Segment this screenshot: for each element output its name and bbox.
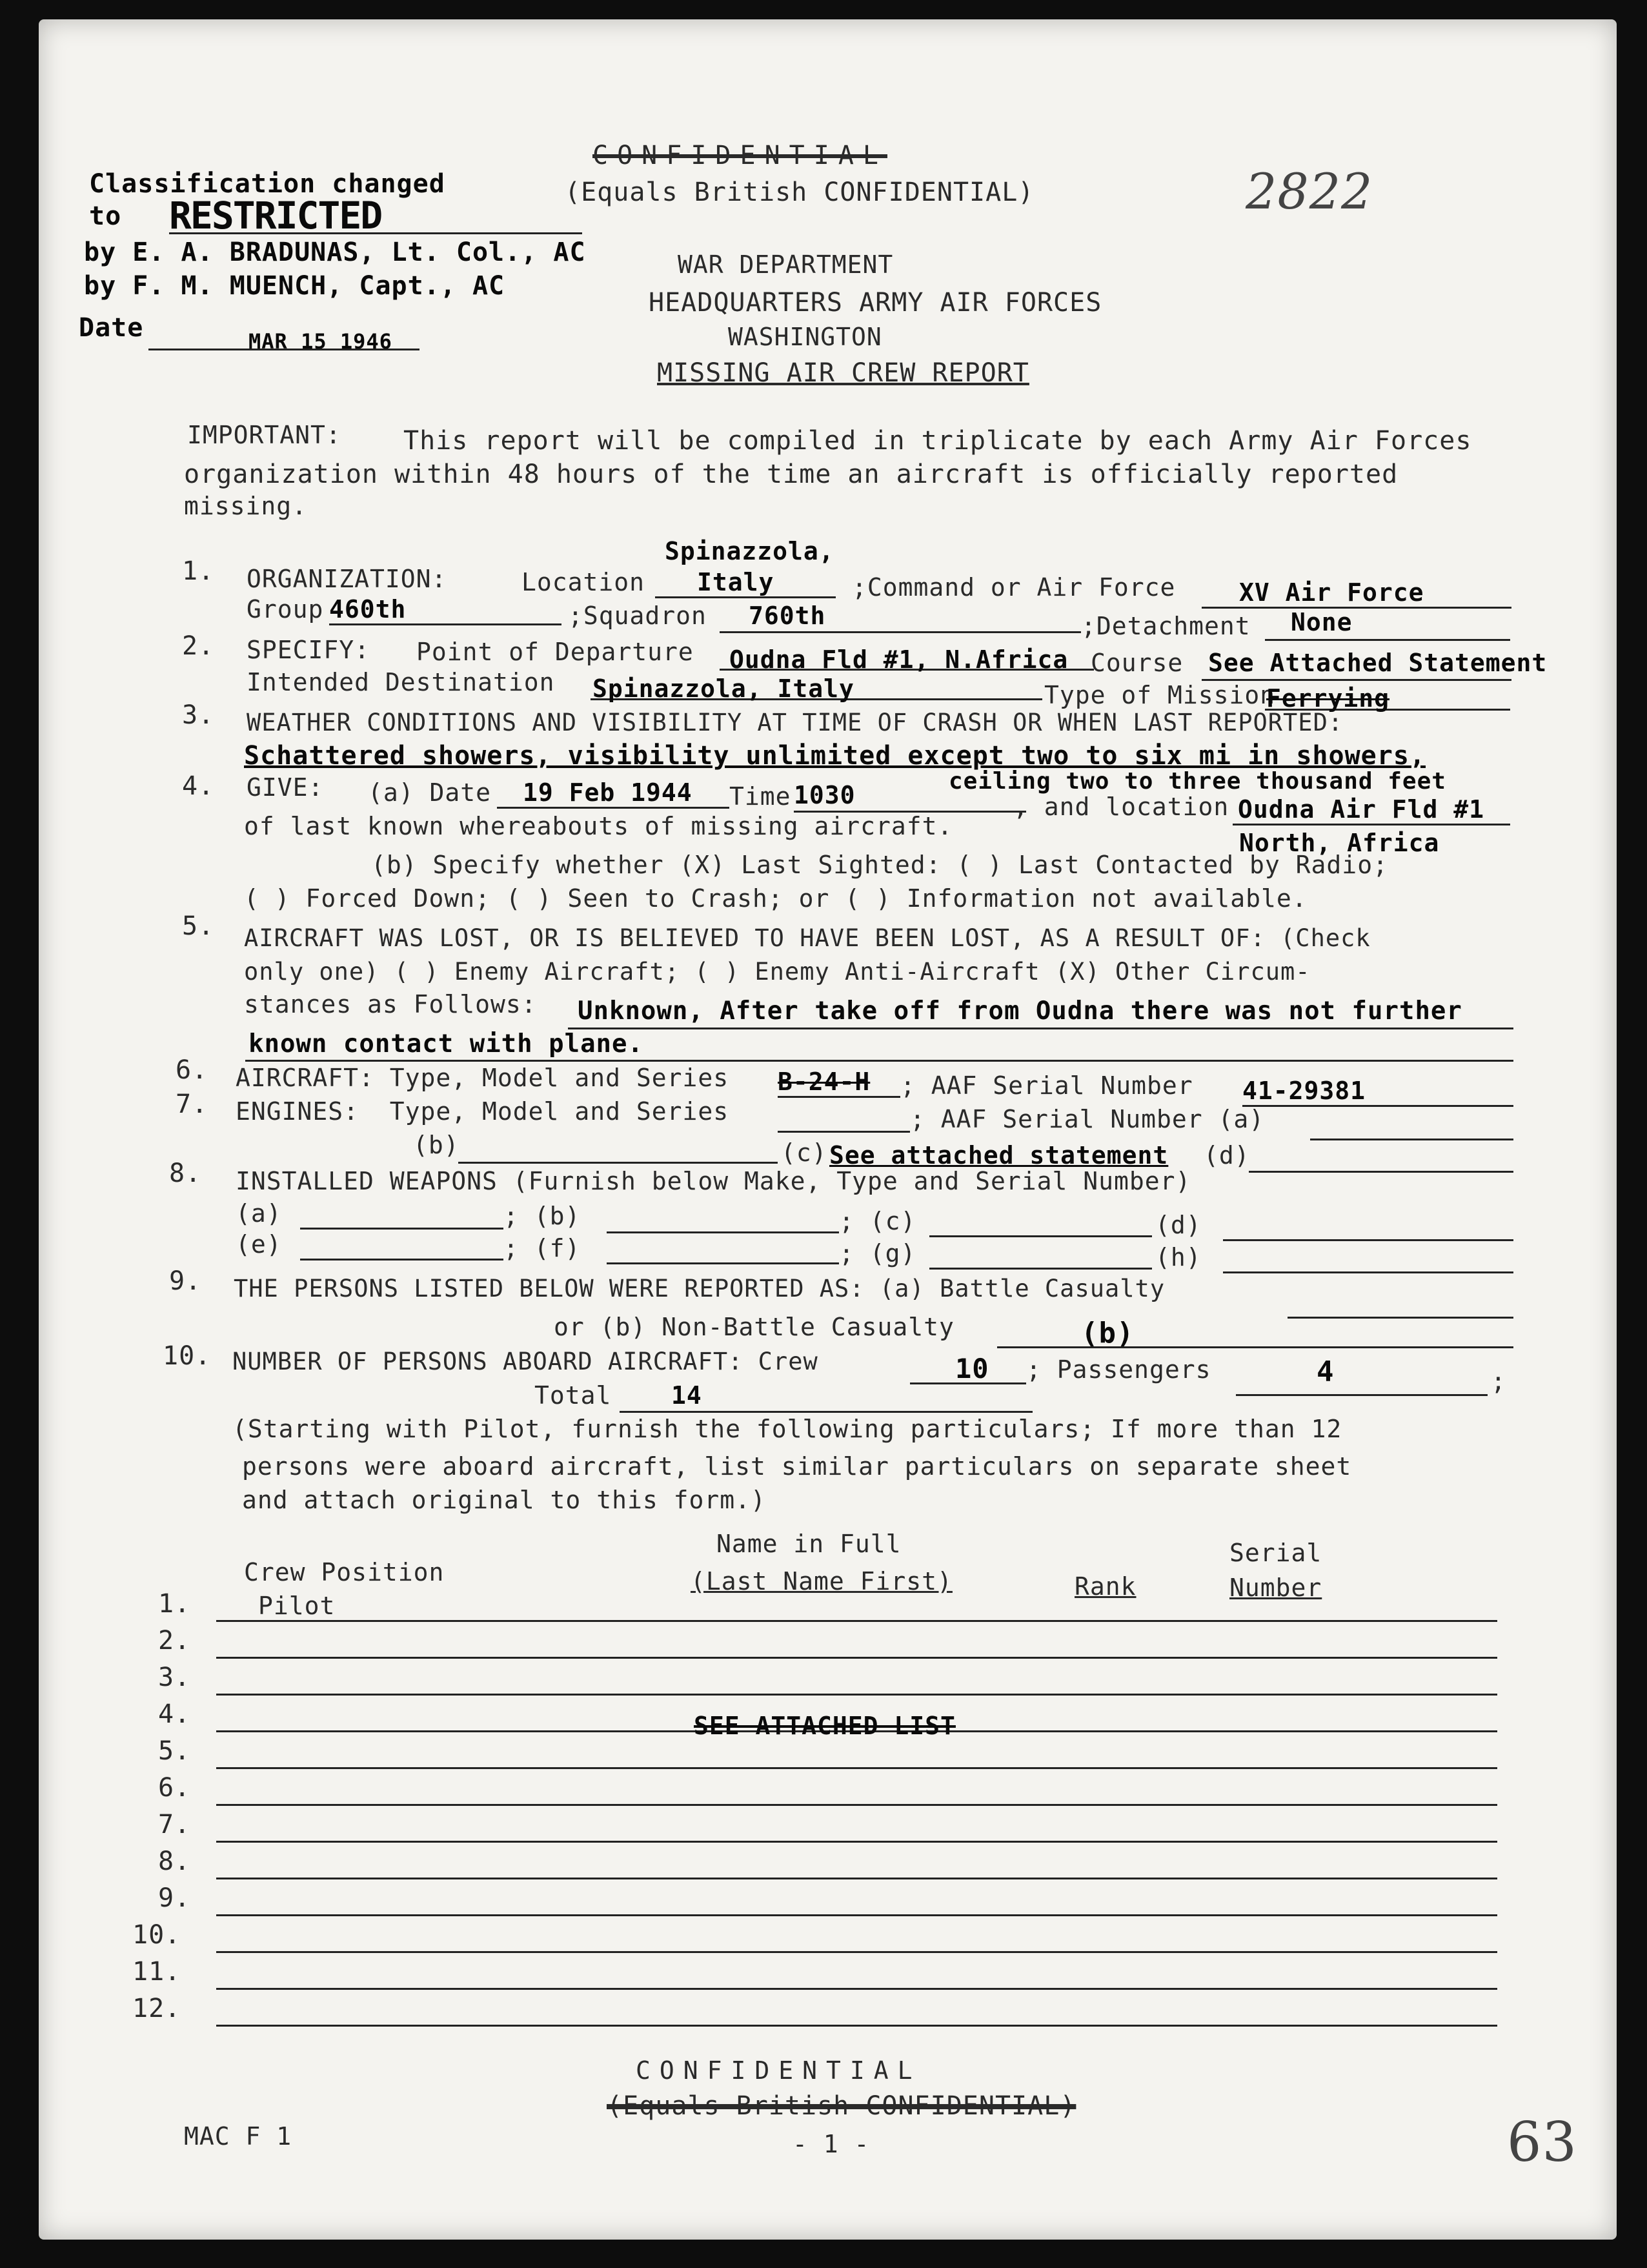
weapons-d: (d) bbox=[1155, 1211, 1202, 1239]
number-total-value: 14 bbox=[671, 1381, 702, 1410]
engines-b-line bbox=[458, 1162, 778, 1164]
weapons-f-line bbox=[607, 1262, 839, 1264]
important-line3: missing. bbox=[184, 492, 308, 520]
number-total-label: Total bbox=[534, 1381, 612, 1410]
lost-line1: AIRCRAFT WAS LOST, OR IS BELIEVED TO HAVE BEEN LOST, AS A RESULT OF: (Check bbox=[244, 924, 1371, 952]
important-line1: This report will be compiled in triplicate by each Army Air Forces bbox=[403, 426, 1472, 456]
table-row-number: 7. bbox=[158, 1810, 191, 1839]
number-label: NUMBER OF PERSONS ABOARD AIRCRAFT: Crew bbox=[232, 1348, 818, 1375]
weapons-h: (h) bbox=[1155, 1243, 1202, 1271]
table-col-serial-1: Serial bbox=[1229, 1539, 1322, 1567]
engines-type-line bbox=[778, 1131, 910, 1133]
table-row bbox=[216, 1841, 1497, 1843]
stamp-by2: by F. M. MUENCH, Capt., AC bbox=[84, 271, 505, 301]
table-row bbox=[216, 1804, 1497, 1806]
number-passengers-value: 4 bbox=[1317, 1355, 1335, 1388]
lost-line3-label: stances as Follows: bbox=[244, 990, 537, 1018]
table-row-number: 1. bbox=[158, 1589, 191, 1619]
header-equals: (Equals British CONFIDENTIAL) bbox=[565, 177, 1035, 207]
item-4-number: 4. bbox=[182, 771, 215, 801]
table-row bbox=[216, 1620, 1497, 1622]
org-location-label: Location bbox=[521, 568, 645, 596]
org-group-line bbox=[329, 623, 561, 625]
item-7-number: 7. bbox=[176, 1089, 208, 1119]
item-6-number: 6. bbox=[176, 1055, 208, 1085]
give-location-label: , and location bbox=[1013, 793, 1229, 821]
engines-b-label: (b) bbox=[413, 1131, 460, 1159]
org-detachment-label: ;Detachment bbox=[1081, 612, 1251, 640]
table-row-number: 9. bbox=[158, 1883, 191, 1913]
aircraft-type-value: B-24-H bbox=[778, 1068, 871, 1096]
org-command-line bbox=[1202, 607, 1511, 609]
specify-destination-label: Intended Destination bbox=[247, 668, 555, 696]
weapons-g: ; (g) bbox=[839, 1239, 916, 1268]
stamp-underline bbox=[169, 232, 582, 234]
specify-label: SPECIFY: bbox=[247, 636, 370, 664]
give-location-value: Oudna Air Fld #1 bbox=[1238, 795, 1485, 824]
give-b-line: (b) Specify whether (X) Last Sighted: ( ) Last Contacted by Radio; bbox=[371, 851, 1388, 879]
org-squadron-line bbox=[720, 631, 1081, 633]
number-note3: and attach original to this form.) bbox=[242, 1486, 766, 1514]
weapons-f: ; (f) bbox=[503, 1234, 581, 1262]
give-location-line bbox=[1233, 824, 1510, 825]
stamp-by1: by E. A. BRADUNAS, Lt. Col., AC bbox=[84, 238, 586, 267]
table-row bbox=[216, 1878, 1497, 1879]
give-b-line2: ( ) Forced Down; ( ) Seen to Crash; or ( ) Information not available. bbox=[244, 884, 1308, 913]
engines-c-label: (c) bbox=[781, 1139, 827, 1167]
weapons-b: ; (b) bbox=[503, 1202, 581, 1230]
table-col-serial-2: Number bbox=[1229, 1574, 1322, 1602]
file-number: 2822 bbox=[1246, 163, 1373, 220]
table-row-number: 10. bbox=[132, 1920, 181, 1950]
table-col-position: Crew Position bbox=[244, 1558, 445, 1586]
give-label: GIVE: bbox=[247, 773, 324, 802]
header-confidential: CONFIDENTIAL bbox=[592, 141, 887, 170]
org-location-value: Italy bbox=[697, 568, 774, 596]
give-time-label: Time bbox=[729, 782, 791, 811]
org-group-label: Group bbox=[247, 595, 324, 623]
org-command-label: ;Command or Air Force bbox=[852, 573, 1176, 602]
aircraft-serial-line bbox=[1242, 1105, 1513, 1107]
stamp-line1: Classification changed bbox=[89, 169, 445, 199]
persons-a-line bbox=[1288, 1317, 1513, 1319]
lost-line4-value: known contact with plane. bbox=[248, 1029, 643, 1058]
lost-line3-value: Unknown, After take off from Oudna there was not further bbox=[578, 997, 1462, 1026]
number-note1: (Starting with Pilot, furnish the following particulars; If more than 12 bbox=[232, 1415, 1342, 1443]
item-8-number: 8. bbox=[169, 1159, 202, 1188]
footer-page: - 1 - bbox=[793, 2130, 870, 2158]
footer-page-hand: 63 bbox=[1507, 2111, 1577, 2174]
table-col-name-1: Name in Full bbox=[716, 1530, 902, 1558]
engines-d-line bbox=[1249, 1171, 1513, 1173]
table-row-number: 8. bbox=[158, 1847, 191, 1876]
footer-equals: (Equals British CONFIDENTIAL) bbox=[607, 2091, 1076, 2121]
header-hq: HEADQUARTERS ARMY AIR FORCES bbox=[649, 288, 1102, 318]
persons-value: (b) bbox=[1081, 1317, 1135, 1350]
aircraft-serial-label: ; AAF Serial Number bbox=[900, 1071, 1193, 1100]
table-row bbox=[216, 1657, 1497, 1659]
important-line2: organization within 48 hours of the time an aircraft is officially reported bbox=[184, 460, 1399, 489]
persons-b-line bbox=[997, 1346, 1513, 1348]
row1-position: Pilot bbox=[258, 1592, 336, 1620]
item-2-number: 2. bbox=[182, 631, 215, 661]
aircraft-serial-value: 41-29381 bbox=[1242, 1077, 1366, 1105]
table-row-number: 6. bbox=[158, 1773, 191, 1803]
lost-line4-line bbox=[245, 1060, 1513, 1062]
table-row bbox=[216, 2025, 1497, 2027]
give-location-value2: North, Africa bbox=[1239, 829, 1440, 857]
stamp-restricted: RESTRICTED bbox=[169, 194, 382, 238]
engines-c-value: See attached statement bbox=[829, 1141, 1169, 1169]
table-col-rank: Rank bbox=[1075, 1572, 1137, 1601]
weather-label: WEATHER CONDITIONS AND VISIBILITY AT TIME OF CRASH OR WHEN LAST REPORTED: bbox=[247, 709, 1344, 736]
see-attached-list: SEE ATTACHED LIST bbox=[694, 1712, 956, 1740]
org-label: ORGANIZATION: bbox=[247, 565, 447, 593]
number-crew-value: 10 bbox=[955, 1353, 989, 1384]
item-9-number: 9. bbox=[169, 1266, 202, 1296]
org-command-value: XV Air Force bbox=[1239, 578, 1424, 607]
table-row bbox=[216, 1694, 1497, 1696]
table-row-number: 2. bbox=[158, 1626, 191, 1655]
weapons-a-line bbox=[300, 1228, 503, 1230]
org-squadron-value: 760th bbox=[749, 602, 826, 630]
stamp-date-line bbox=[148, 349, 419, 350]
org-location-line bbox=[655, 596, 836, 598]
lost-line3-line bbox=[568, 1028, 1513, 1029]
org-squadron-label: ;Squadron bbox=[568, 602, 707, 630]
table-row-number: 4. bbox=[158, 1699, 191, 1729]
table-row bbox=[216, 1767, 1497, 1769]
item-5-number: 5. bbox=[182, 911, 215, 941]
weapons-d-line bbox=[1223, 1239, 1513, 1241]
org-detachment-value: None bbox=[1291, 608, 1353, 636]
weapons-b-line bbox=[607, 1231, 839, 1233]
give-whereabouts: of last known whereabouts of missing aircraft. bbox=[244, 812, 953, 840]
item-10-number: 10. bbox=[163, 1341, 212, 1371]
number-passengers-label: ; Passengers bbox=[1026, 1355, 1211, 1384]
specify-destination-value: Spinazzola, Italy bbox=[592, 674, 854, 703]
specify-course-label: Course bbox=[1091, 649, 1184, 677]
specify-departure-label: Point of Departure bbox=[416, 638, 694, 666]
weapons-c: ; (c) bbox=[839, 1207, 916, 1235]
item-3-number: 3. bbox=[182, 700, 215, 730]
number-note2: persons were aboard aircraft, list similar particulars on separate sheet bbox=[242, 1452, 1352, 1481]
aircraft-type-line bbox=[778, 1096, 900, 1098]
number-passengers-line bbox=[1236, 1394, 1488, 1396]
table-row-number: 5. bbox=[158, 1736, 191, 1766]
table-row-number: 3. bbox=[158, 1663, 191, 1692]
weapons-label: INSTALLED WEAPONS (Furnish below Make, Type and Serial Number) bbox=[236, 1167, 1191, 1195]
specify-course-value: See Attached Statement bbox=[1208, 649, 1548, 677]
weapons-g-line bbox=[929, 1268, 1152, 1270]
item-1-number: 1. bbox=[182, 556, 215, 586]
header-dept: WAR DEPARTMENT bbox=[678, 250, 894, 279]
engines-a-line bbox=[1310, 1139, 1513, 1140]
aircraft-label: AIRCRAFT: Type, Model and Series bbox=[236, 1064, 729, 1092]
table-row bbox=[216, 1988, 1497, 1990]
weapons-a: (a) bbox=[236, 1199, 282, 1228]
give-date-value: 19 Feb 1944 bbox=[523, 778, 692, 807]
org-group-value: 460th bbox=[329, 595, 407, 623]
weapons-c-line bbox=[929, 1235, 1152, 1237]
number-total-line bbox=[620, 1411, 1033, 1413]
engines-serial-label: ; AAF Serial Number (a) bbox=[910, 1105, 1265, 1133]
persons-line1: THE PERSONS LISTED BELOW WERE REPORTED AS: (a) Battle Casualty bbox=[234, 1275, 1166, 1302]
table-row bbox=[216, 1951, 1497, 1953]
footer-form: MAC F 1 bbox=[184, 2122, 292, 2151]
org-detachment-line bbox=[1265, 639, 1510, 641]
weapons-e: (e) bbox=[236, 1230, 282, 1259]
table-row-number: 11. bbox=[132, 1957, 181, 1987]
specify-mission-label: Type of Mission bbox=[1044, 681, 1276, 709]
header-title: MISSING AIR CREW REPORT bbox=[657, 358, 1029, 388]
engines-label: ENGINES: Type, Model and Series bbox=[236, 1097, 729, 1126]
header-city: WASHINGTON bbox=[728, 323, 882, 351]
persons-line2: or (b) Non-Battle Casualty bbox=[554, 1313, 955, 1341]
lost-line2: only one) ( ) Enemy Aircraft; ( ) Enemy Anti-Aircraft (X) Other Circum- bbox=[244, 958, 1311, 986]
give-time-value: 1030 bbox=[794, 781, 856, 809]
table-row bbox=[216, 1914, 1497, 1916]
table-col-name-2: (Last Name First) bbox=[691, 1567, 953, 1595]
specify-departure-value: Oudna Fld #1, N.Africa bbox=[729, 645, 1069, 674]
table-row-number: 12. bbox=[132, 1994, 181, 2023]
give-date-label: (a) Date bbox=[368, 778, 492, 807]
footer-confidential: CONFIDENTIAL bbox=[636, 2056, 922, 2085]
weapons-e-line bbox=[300, 1259, 503, 1261]
weapons-h-line bbox=[1223, 1271, 1513, 1273]
number-semicolon: ; bbox=[1491, 1367, 1506, 1395]
give-date-line bbox=[497, 807, 729, 809]
weather-value: Schattered showers, visibility unlimited except two to six mi in showers, bbox=[244, 741, 1426, 771]
important-label: IMPORTANT: bbox=[187, 421, 341, 449]
org-location-above: Spinazzola, bbox=[665, 537, 834, 565]
stamp-date-value: MAR 15 1946 bbox=[248, 329, 392, 354]
engines-d-label: (d) bbox=[1204, 1141, 1250, 1169]
stamp-date-label: Date bbox=[79, 313, 144, 343]
specify-mission-value: Ferrying bbox=[1266, 684, 1390, 713]
stamp-to: to bbox=[89, 201, 122, 231]
weather-ceiling: ceiling two to three thousand feet bbox=[949, 768, 1446, 795]
